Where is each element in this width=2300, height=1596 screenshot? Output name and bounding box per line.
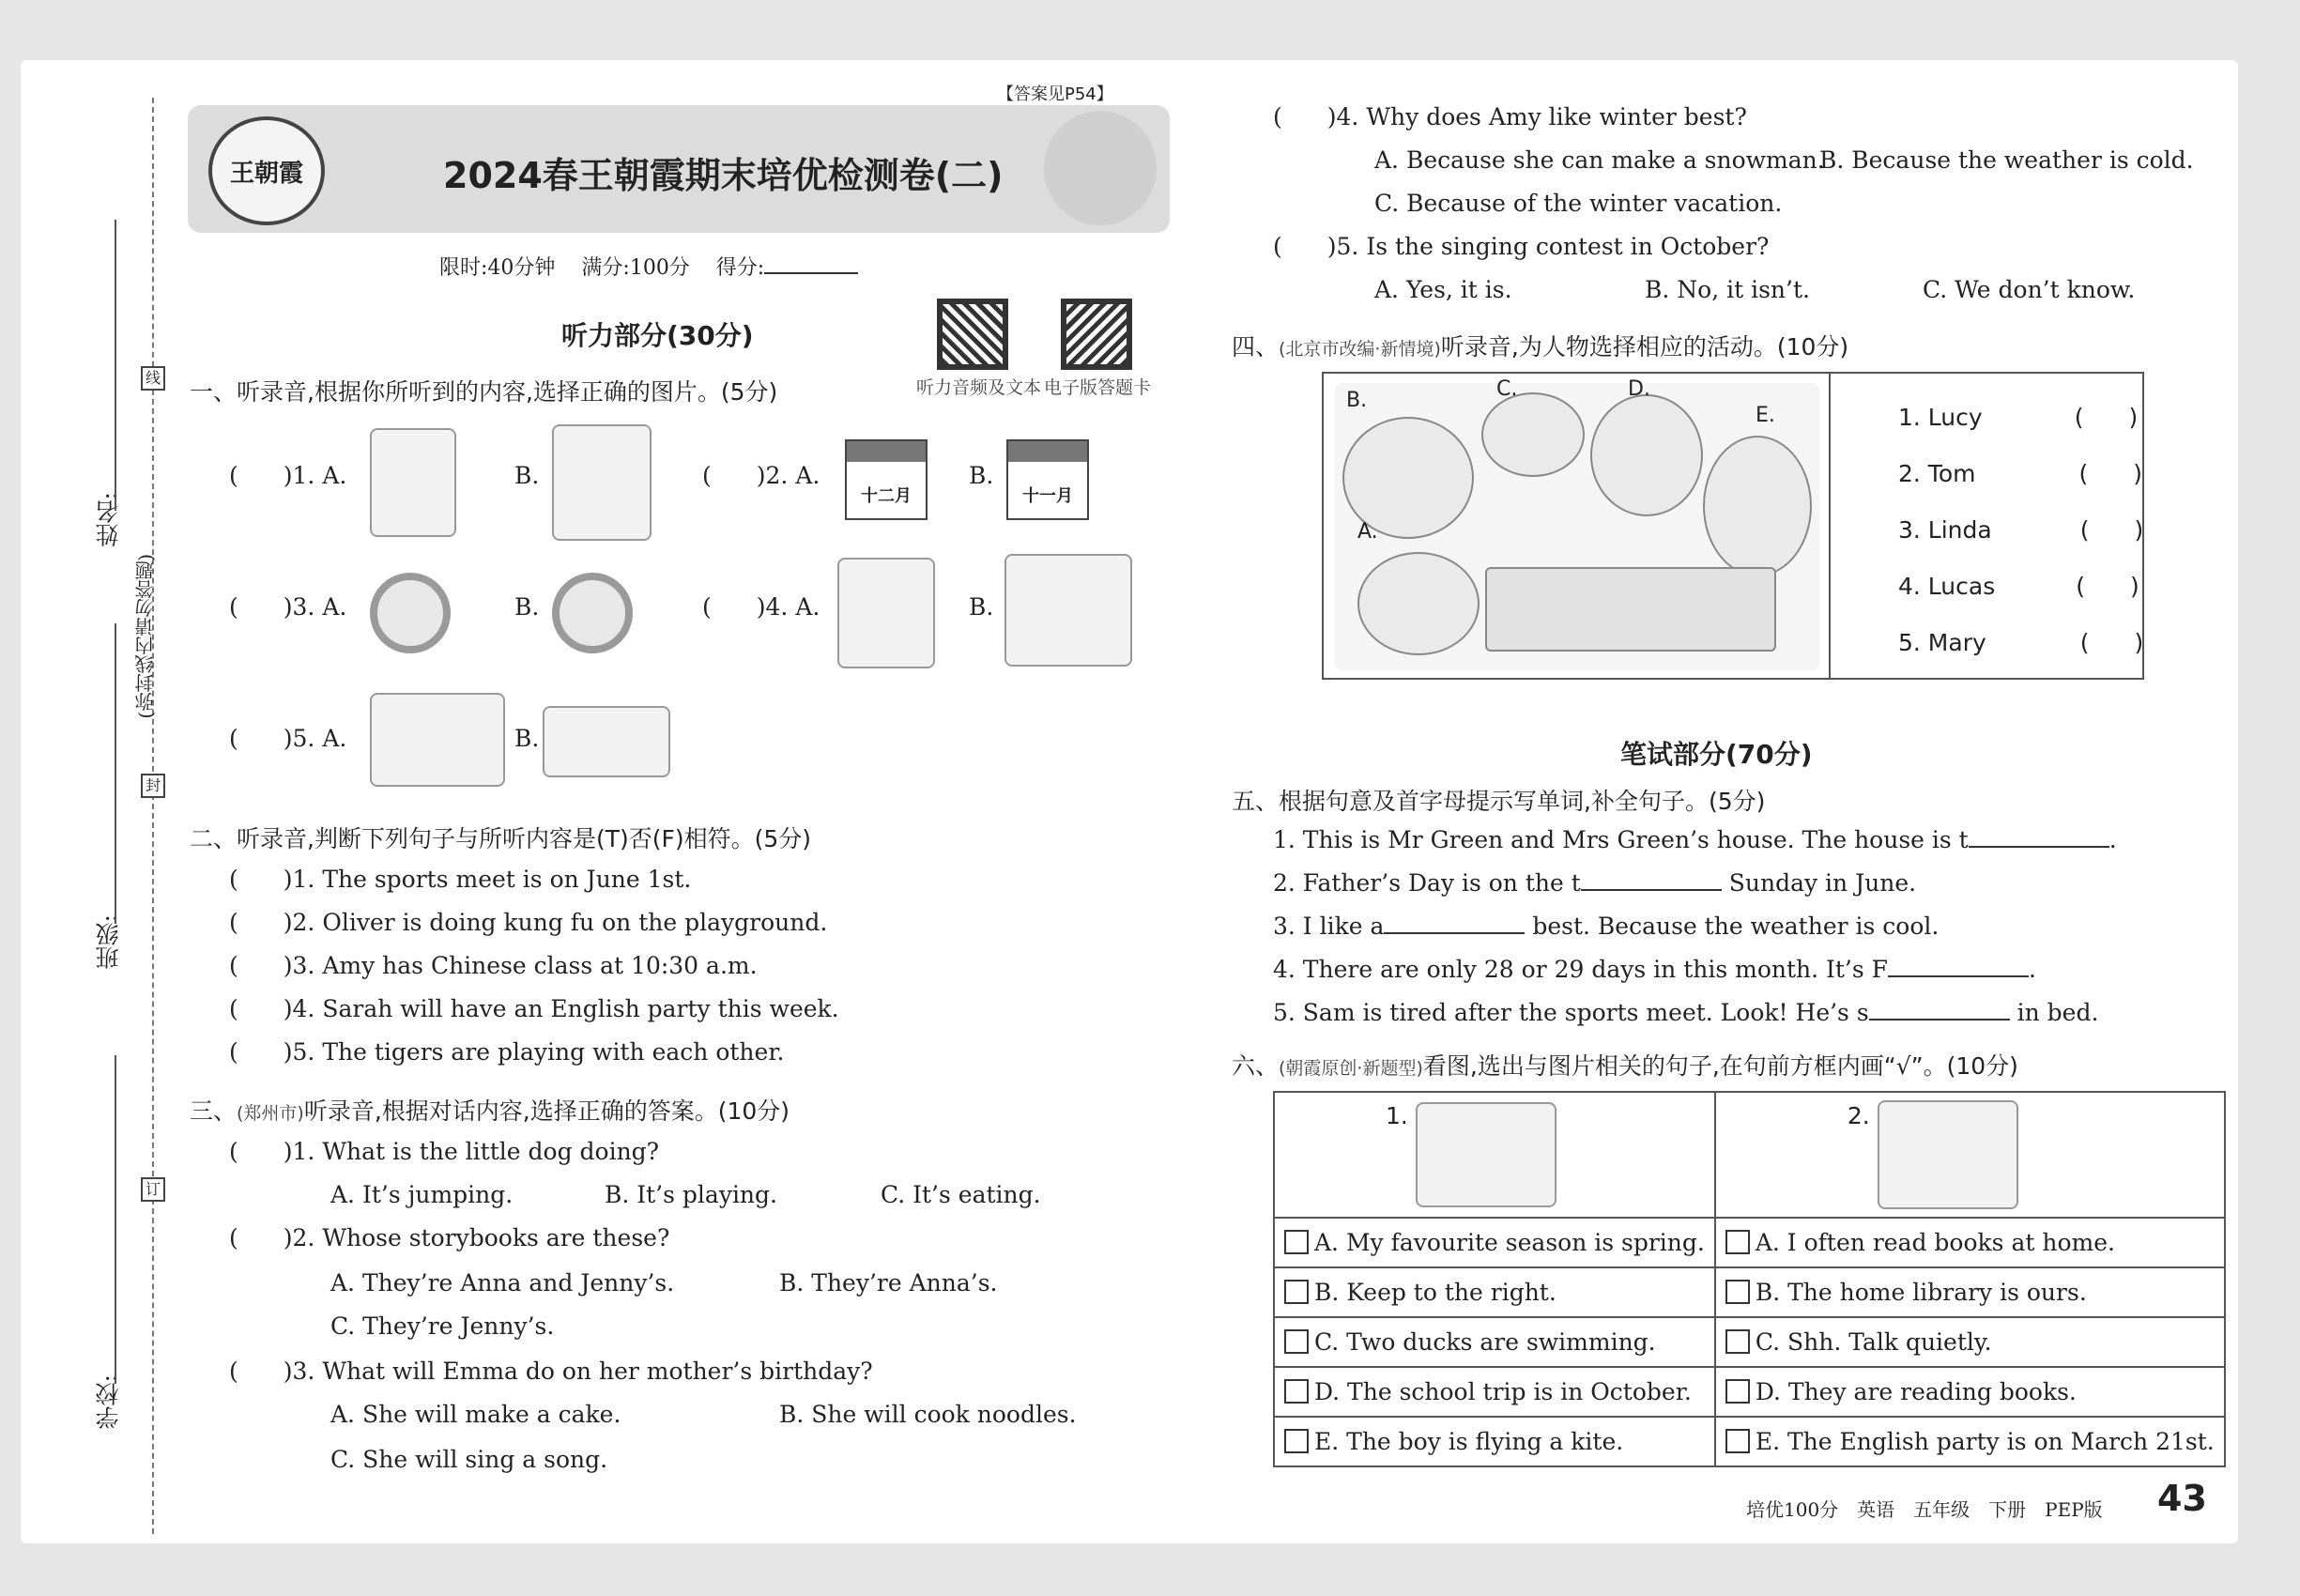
s6-picture-cell-2 [1715, 1092, 2225, 1218]
logo-text: 王朝霞 [229, 160, 303, 188]
brand-logo [208, 116, 325, 225]
s3-q3-a: A. She will make a cake. [330, 1401, 621, 1428]
s3-q2-a: A. They’re Anna and Jenny’s. [330, 1269, 675, 1297]
s3-q3-b: B. She will cook noodles. [779, 1401, 1077, 1428]
s6-right-option-d[interactable]: D. They are reading books. [1715, 1367, 2225, 1417]
section4-title: 四、(北京市改编·新情境)听录音,为人物选择相应的活动。(10分) [1232, 333, 1849, 361]
qr-answer-caption: 电子版答题卡 [1044, 377, 1152, 398]
no-swimming-sign[interactable] [370, 573, 451, 653]
s5-blank-1[interactable] [1969, 846, 2109, 848]
s1-q5-picture-b[interactable] [543, 706, 670, 777]
listening-title: 听力部分(30分) [561, 320, 754, 351]
banner-illustration [1044, 111, 1157, 225]
label-e: E. [1756, 404, 1775, 427]
answer-reference: 【答案见P54】 [997, 84, 1113, 104]
s3-q1: ( )1. What is the little dog doing? [229, 1138, 660, 1165]
s3-q4-c: C. Because of the winter vacation. [1374, 190, 1783, 217]
s3-q4: ( )4. Why does Amy like winter best? [1273, 103, 1747, 130]
s1-q5-option-b: B. [514, 725, 540, 752]
s5-item-2: 2. Father’s Day is on the t Sunday in June. [1273, 869, 1917, 897]
score-label: 得分: [715, 256, 765, 280]
s6-right-checkbox-a[interactable] [1725, 1230, 1750, 1254]
s5-blank-2[interactable] [1581, 889, 1722, 891]
s6-left-checkbox-d[interactable] [1284, 1379, 1309, 1404]
s3-q5-a: A. Yes, it is. [1374, 276, 1512, 303]
bind-mark: 订 [141, 1177, 165, 1202]
s6-col1-label: 1. [1386, 1102, 1408, 1129]
s6-left-checkbox-a[interactable] [1284, 1230, 1309, 1254]
s3-q4-a: A. Because she can make a snowman. [1374, 146, 1825, 174]
s1-q3-option-b: B. [514, 593, 540, 621]
line-mark: 线 [141, 366, 165, 391]
section5-title: 五、根据句意及首字母提示写单词,补全句子。(5分) [1232, 788, 1766, 815]
s1-q4-picture-b[interactable] [1004, 554, 1132, 667]
s6-left-option-d[interactable]: D. The school trip is in October. [1274, 1367, 1715, 1417]
s5-blank-5[interactable] [1869, 1019, 2010, 1021]
school-field[interactable] [115, 1055, 116, 1384]
s6-right-option-c[interactable]: C. Shh. Talk quietly. [1715, 1317, 2225, 1367]
calendar-december-text: 十二月 [861, 486, 912, 506]
s3-q3: ( )3. What will Emma do on her mother’s birthday? [229, 1358, 873, 1385]
person-linda: 3. Linda ( ) [1898, 516, 2144, 544]
s3-q2-b: B. They’re Anna’s. [779, 1269, 998, 1297]
bubble-d[interactable] [1590, 394, 1703, 516]
s1-q1-option-b: B. [514, 462, 540, 489]
s6-picture-2 [1878, 1100, 2018, 1209]
s2-item-4: ( )4. Sarah will have an English party this week. [229, 995, 839, 1022]
s1-q5: ( )5. A. [229, 725, 347, 752]
s5-item-1: 1. This is Mr Green and Mrs Green’s house. The house is t . [1273, 826, 2117, 853]
s3-q1-c: C. It’s eating. [881, 1181, 1041, 1208]
s6-table [1273, 1091, 2226, 1467]
s1-q3: ( )3. A. [229, 593, 347, 621]
calendar-november[interactable] [1006, 439, 1089, 520]
person-tom: 2. Tom ( ) [1898, 460, 2143, 487]
footer-info: 培优100分 英语 五年级 下册 PEP版 [1746, 1498, 2103, 1521]
s1-q4: ( )4. A. [702, 593, 820, 621]
section1-title: 一、听录音,根据你所听到的内容,选择正确的图片。(5分) [190, 378, 778, 406]
s3-q5-b: B. No, it isn’t. [1645, 276, 1810, 303]
s3-q2-c: C. They’re Jenny’s. [330, 1312, 555, 1340]
s5-item-4: 4. There are only 28 or 29 days in this month. It’s F . [1273, 956, 2036, 983]
s6-right-checkbox-b[interactable] [1725, 1280, 1750, 1304]
s2-item-3: ( )3. Amy has Chinese class at 10:30 a.m. [229, 952, 758, 979]
exam-page [21, 60, 2238, 1543]
section3-title: 三、(郑州市)听录音,根据对话内容,选择正确的答案。(10分) [190, 1097, 790, 1125]
s6-right-option-b[interactable]: B. The home library is ours. [1715, 1267, 2225, 1317]
s1-q1-picture-b[interactable] [552, 424, 652, 541]
qr-audio[interactable] [937, 299, 1008, 370]
calendar-november-text: 十一月 [1022, 486, 1073, 506]
binding-line [152, 98, 154, 1534]
s6-right-checkbox-e[interactable] [1725, 1429, 1750, 1453]
classroom-table [1485, 567, 1776, 652]
s3-q5: ( )5. Is the singing contest in October? [1273, 233, 1770, 260]
name-label: 姓名: [95, 492, 122, 547]
section6-title: 六、(朝霞原创·新题型)看图,选出与图片相关的句子,在句前方框内画“√”。(10分) [1232, 1052, 2018, 1080]
meta-line [439, 252, 858, 281]
section2-title: 二、听录音,判断下列句子与所听内容是(T)否(F)相符。(5分) [190, 825, 812, 852]
s6-left-option-e[interactable]: E. The boy is flying a kite. [1274, 1417, 1715, 1466]
bubble-a[interactable] [1357, 552, 1480, 655]
class-field[interactable] [115, 623, 116, 924]
score-blank[interactable] [764, 272, 858, 274]
label-d: D. [1628, 377, 1650, 401]
person-lucy: 1. Lucy ( ) [1898, 404, 2139, 431]
s1-q4-picture-a[interactable] [837, 558, 935, 668]
qr-audio-caption: 听力音频及文本 [916, 377, 1042, 398]
calendar-december[interactable] [845, 439, 928, 520]
person-lucas: 4. Lucas ( ) [1898, 573, 2139, 600]
s5-item-5: 5. Sam is tired after the sports meet. Look! He’s s in bed. [1273, 999, 2099, 1026]
time-limit: 限时:40分钟 [439, 256, 556, 280]
s1-q1-picture-a[interactable] [370, 428, 456, 537]
person-mary: 5. Mary ( ) [1898, 629, 2144, 656]
name-field[interactable] [115, 220, 116, 511]
s6-right-option-e[interactable]: E. The English party is on March 21st. [1715, 1417, 2225, 1466]
class-label: 班级: [95, 914, 122, 970]
s6-right-option-a[interactable]: A. I often read books at home. [1715, 1218, 2225, 1267]
s4-divider [1829, 372, 1831, 680]
s3-q4-b: B. Because the weather is cold. [1819, 146, 2194, 174]
s6-right-checkbox-c[interactable] [1725, 1329, 1750, 1354]
s6-picture-1 [1416, 1102, 1556, 1207]
s2-item-1: ( )1. The sports meet is on June 1st. [229, 866, 692, 893]
label-c: C. [1496, 377, 1518, 401]
seal-mark: 封 [141, 774, 165, 798]
page-number: 43 [2157, 1478, 2207, 1519]
s1-q5-picture-a[interactable] [370, 693, 505, 787]
s3-q1-a: A. It’s jumping. [330, 1181, 514, 1208]
no-climbing-sign[interactable] [552, 573, 633, 653]
s6-left-option-b[interactable]: B. Keep to the right. [1274, 1267, 1715, 1317]
s2-item-2: ( )2. Oliver is doing kung fu on the playground. [229, 909, 828, 936]
school-label: 学校: [95, 1374, 122, 1430]
s3-q1-b: B. It’s playing. [605, 1181, 777, 1208]
page-title: 2024春王朝霞期末培优检测卷(二) [443, 155, 1004, 196]
s5-item-3: 3. I like a best. Because the weather is cool. [1273, 913, 1940, 940]
label-a: A. [1357, 520, 1378, 544]
s1-q1: ( )1. A. [229, 462, 347, 489]
label-b: B. [1346, 389, 1368, 412]
full-score: 满分:100分 [581, 256, 690, 280]
s1-q2: ( )2. A. [702, 462, 820, 489]
s3-q5-c: C. We don’t know. [1923, 276, 2136, 303]
s6-left-checkbox-b[interactable] [1284, 1280, 1309, 1304]
s6-picture-cell-1 [1274, 1092, 1715, 1218]
s5-blank-4[interactable] [1888, 975, 2029, 977]
s6-left-checkbox-c[interactable] [1284, 1329, 1309, 1354]
s2-item-5: ( )5. The tigers are playing with each other. [229, 1038, 785, 1066]
seal-note: (弥封线内请勿答题) [134, 554, 157, 719]
qr-answer-card[interactable] [1061, 299, 1132, 370]
s3-q2: ( )2. Whose storybooks are these? [229, 1224, 670, 1251]
s3-q3-c: C. She will sing a song. [330, 1446, 608, 1473]
written-title: 笔试部分(70分) [1620, 739, 1813, 770]
s1-q2-option-b: B. [969, 462, 994, 489]
s5-blank-3[interactable] [1384, 932, 1525, 934]
bubble-e[interactable] [1703, 436, 1812, 576]
bubble-c[interactable] [1481, 392, 1585, 477]
s6-left-option-c[interactable]: C. Two ducks are swimming. [1274, 1317, 1715, 1367]
s6-left-option-a[interactable]: A. My favourite season is spring. [1274, 1218, 1715, 1267]
s6-left-checkbox-e[interactable] [1284, 1429, 1309, 1453]
s1-q4-option-b: B. [969, 593, 994, 621]
s6-right-checkbox-d[interactable] [1725, 1379, 1750, 1404]
s6-col2-label: 2. [1847, 1102, 1870, 1129]
